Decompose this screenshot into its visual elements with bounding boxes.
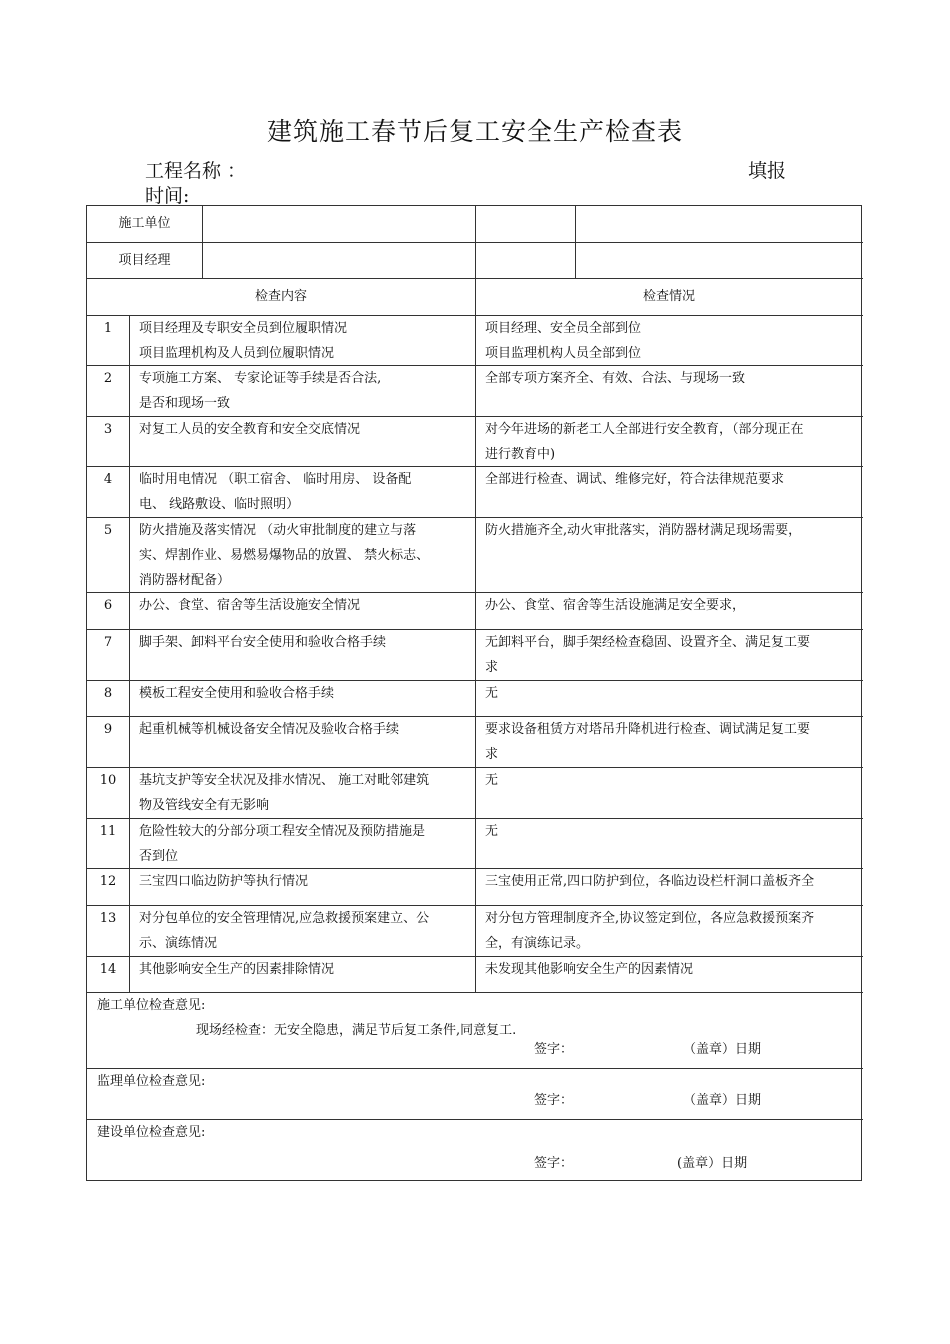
- table-rule: [129, 956, 130, 992]
- item-number: 7: [103, 635, 113, 650]
- item-content: 模板工程安全使用和验收合格手续: [139, 686, 335, 701]
- table-rule: [475, 680, 476, 716]
- table-rule: [475, 466, 476, 517]
- opinion-label: 建设单位检查意见:: [97, 1125, 206, 1140]
- item-content: 否到位: [139, 849, 179, 864]
- page-title: 建筑施工春节后复工安全生产检查表: [266, 117, 683, 146]
- table-rule: [475, 767, 476, 818]
- item-status: 全部进行检查、调试、维修完好，符合法律规范要求: [485, 472, 785, 487]
- item-status: 要求设备租赁方对塔吊升降机进行检查、调试满足复工要: [485, 722, 811, 737]
- opinion-label: 监理单位检查意见:: [97, 1074, 206, 1089]
- item-number: 8: [103, 686, 113, 701]
- fill-label: 填报: [748, 160, 787, 182]
- table-rule: [129, 365, 130, 416]
- table-rule: [129, 416, 130, 466]
- item-status: 对今年进场的新老工人全部进行安全教育，（部分现正在: [485, 422, 804, 437]
- item-number: 12: [99, 874, 117, 889]
- item-content: 项目经理及专职安全员到位履职情况: [139, 321, 348, 336]
- inspection-table: [86, 205, 862, 1181]
- item-number: 6: [103, 598, 113, 613]
- item-content: 起重机械等机械设备安全情况及验收合格手续: [139, 722, 400, 737]
- item-status: 无: [485, 773, 499, 788]
- item-content: 项目监理机构及人员到位履职情况: [139, 346, 335, 361]
- table-rule: [129, 629, 130, 680]
- table-rule: [575, 206, 576, 278]
- table-rule: [475, 206, 476, 278]
- table-rule: [475, 416, 476, 466]
- seal-date-label: （盖章）日期: [683, 1093, 762, 1108]
- table-rule: [475, 517, 476, 592]
- sign-label: 签字：: [534, 1156, 574, 1171]
- seal-date-label: （盖章）日期: [683, 1042, 762, 1057]
- item-number: 10: [99, 773, 117, 788]
- item-content: 临时用电情况 （职工宿舍、 临时用房、 设备配: [139, 472, 412, 487]
- item-number: 11: [99, 824, 117, 839]
- table-rule: [475, 818, 476, 868]
- opinion-text: 现场经检查：无安全隐患，满足节后复工条件,同意复工.: [196, 1023, 517, 1038]
- sign-label: 签字：: [534, 1042, 574, 1057]
- item-number: 13: [99, 911, 117, 926]
- seal-date-label: (盖章）日期: [677, 1156, 748, 1171]
- table-rule: [129, 818, 130, 868]
- item-status: 求: [485, 747, 499, 762]
- item-status: 三宝使用正常,四口防护到位，各临边设栏杆洞口盖板齐全: [485, 874, 815, 889]
- column-header-status: 检查情况: [642, 289, 695, 304]
- fill-time-label: 时间:: [145, 185, 190, 207]
- table-rule: [129, 680, 130, 716]
- item-content: 物及管线安全有无影响: [139, 798, 270, 813]
- item-status: 全部专项方案齐全、有效、合法、与现场一致: [485, 371, 746, 386]
- table-rule: [129, 716, 130, 767]
- item-status: 办公、食堂、宿舍等生活设施满足安全要求，: [485, 598, 746, 613]
- table-rule: [475, 716, 476, 767]
- item-content: 是否和现场一致: [139, 396, 231, 411]
- table-rule: [475, 592, 476, 629]
- opinion-label: 施工单位检查意见:: [97, 998, 206, 1013]
- item-content: 示、演练情况: [139, 936, 218, 951]
- item-number: 4: [103, 472, 113, 487]
- table-rule: [475, 956, 476, 992]
- table-rule: [129, 905, 130, 956]
- table-rule: [202, 206, 203, 278]
- column-header-content: 检查内容: [254, 289, 307, 304]
- item-status: 防火措施齐全,动火审批落实，消防器材满足现场需要，: [485, 523, 802, 538]
- item-status: 无卸料平台，脚手架经检查稳固、设置齐全、满足复工要: [485, 635, 811, 650]
- item-content: 对分包单位的安全管理情况,应急救援预案建立、公: [139, 911, 430, 926]
- table-rule: [475, 629, 476, 680]
- item-content: 基坑支护等安全状况及排水情况、 施工对毗邻建筑: [139, 773, 430, 788]
- table-rule: [129, 315, 130, 365]
- item-number: 5: [103, 523, 113, 538]
- project-name-label: 工程名称 ：: [145, 160, 247, 182]
- item-content: 消防器材配备）: [139, 573, 231, 588]
- item-content: 其他影响安全生产的因素排除情况: [139, 962, 335, 977]
- item-status: 全，有演练记录。: [485, 936, 590, 951]
- item-content: 专项施工方案、 专家论证等手续是否合法,: [139, 371, 382, 386]
- info-label: 项目经理: [118, 253, 171, 268]
- table-rule: [129, 517, 130, 592]
- item-number: 3: [103, 422, 113, 437]
- item-status: 无: [485, 824, 499, 839]
- item-content: 对复工人员的安全教育和安全交底情况: [139, 422, 361, 437]
- item-number: 1: [103, 321, 113, 336]
- info-label: 施工单位: [118, 216, 171, 231]
- item-number: 9: [103, 722, 113, 737]
- item-status: 求: [485, 660, 499, 675]
- item-status: 进行教育中): [485, 447, 556, 462]
- item-content: 三宝四口临边防护等执行情况: [139, 874, 309, 889]
- table-rule: [129, 592, 130, 629]
- table-rule: [129, 868, 130, 905]
- item-content: 办公、食堂、宿舍等生活设施安全情况: [139, 598, 361, 613]
- item-number: 2: [103, 371, 113, 386]
- item-content: 电、 线路敷设、临时照明）: [139, 497, 300, 512]
- sign-label: 签字：: [534, 1093, 574, 1108]
- item-status: 项目经理、安全员全部到位: [485, 321, 642, 336]
- item-status: 项目监理机构人员全部到位: [485, 346, 642, 361]
- table-rule: [475, 278, 476, 315]
- table-rule: [475, 365, 476, 416]
- item-status: 对分包方管理制度齐全,协议签定到位，各应急救援预案齐: [485, 911, 815, 926]
- item-status: 无: [485, 686, 499, 701]
- item-content: 危险性较大的分部分项工程安全情况及预防措施是: [139, 824, 426, 839]
- table-rule: [129, 466, 130, 517]
- item-status: 未发现其他影响安全生产的因素情况: [485, 962, 694, 977]
- table-rule: [475, 315, 476, 365]
- item-content: 防火措施及落实情况 （动火审批制度的建立与落: [139, 523, 417, 538]
- item-number: 14: [99, 962, 117, 977]
- item-content: 脚手架、卸料平台安全使用和验收合格手续: [139, 635, 387, 650]
- table-rule: [475, 868, 476, 905]
- item-content: 实、焊割作业、易燃易爆物品的放置、 禁火标志、: [139, 548, 430, 563]
- table-rule: [475, 905, 476, 956]
- table-rule: [129, 767, 130, 818]
